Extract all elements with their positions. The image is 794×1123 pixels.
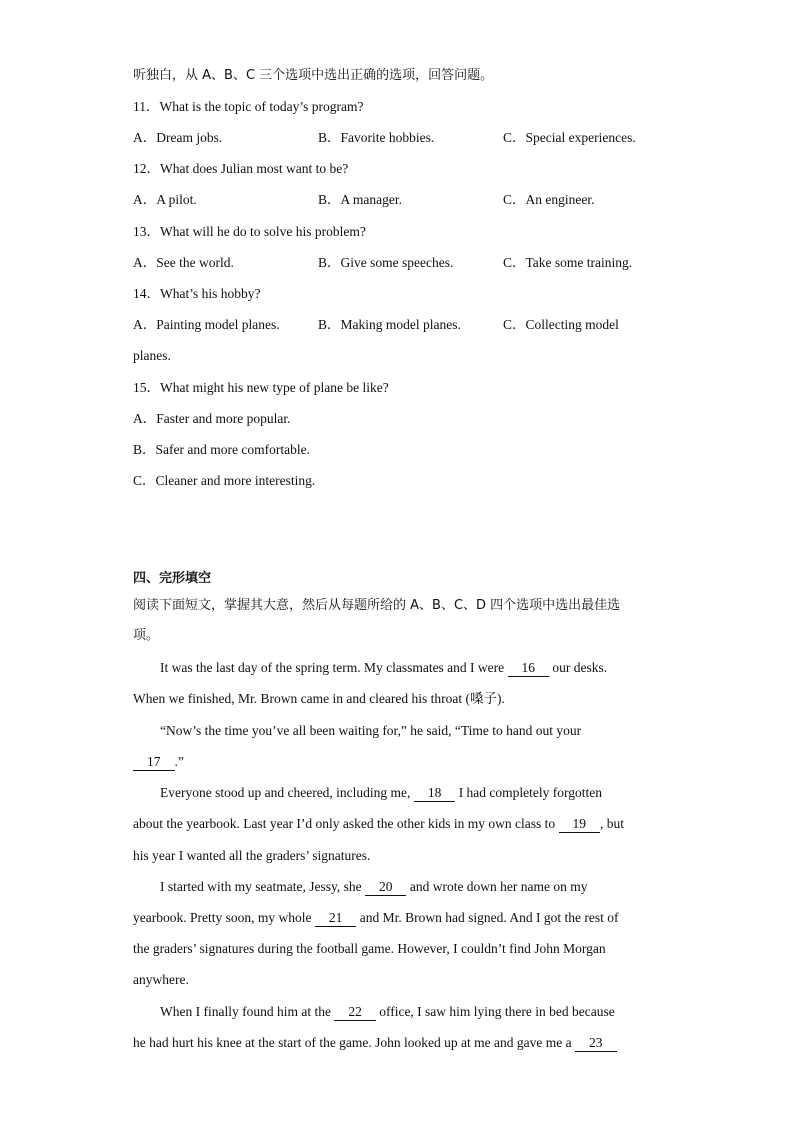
- cloze-line: When we finished, Mr. Brown came in and cleared his throat (嗓子).: [133, 691, 505, 706]
- cloze-line: It was the last day of the spring term. My classmates and I were 16 our desks.: [160, 660, 608, 675]
- cloze-line: Everyone stood up and cheered, including me, 18 I had completely forgotten: [160, 785, 603, 800]
- section-title: 四、完形填空: [133, 571, 212, 586]
- cloze-line: “Now’s the time you’ve all been waiting for,” he said, “Time to hand out your: [160, 723, 582, 738]
- cloze-line: When I finally found him at the 22 office, I saw him lying there in bed because: [160, 1004, 615, 1019]
- cloze-instruction-line-2: 项。: [133, 628, 160, 643]
- q14-option-a: A．Painting model planes.: [133, 317, 280, 332]
- q14-option-b: B．Making model planes.: [318, 317, 461, 332]
- question-12-stem: 12．What does Julian most want to be?: [133, 161, 349, 176]
- blank-21: 21: [315, 910, 357, 927]
- blank-22: 22: [334, 1004, 376, 1021]
- q14-option-c-wrap: planes.: [133, 348, 171, 363]
- blank-20: 20: [365, 879, 407, 896]
- blank-18: 18: [414, 785, 456, 802]
- cloze-line: 17 .”: [133, 752, 184, 772]
- q11-option-c: C．Special experiences.: [503, 130, 636, 145]
- q13-option-c: C．Take some training.: [503, 255, 633, 270]
- q12-option-b: B．A manager.: [318, 192, 402, 207]
- cloze-line: the graders’ signatures during the football game. However, I couldn’t find John Morgan: [133, 941, 606, 956]
- q15-option-a: A．Faster and more popular.: [133, 411, 291, 426]
- listening-instruction: 听独白，从 A、B、C 三个选项中选出正确的选项，回答问题。: [133, 68, 494, 83]
- q15-option-c: C．Cleaner and more interesting.: [133, 473, 316, 488]
- q15-option-b: B．Safer and more comfortable.: [133, 442, 310, 457]
- blank-23: 23: [575, 1035, 617, 1052]
- cloze-line: anywhere.: [133, 972, 189, 987]
- q11-option-b: B．Favorite hobbies.: [318, 130, 435, 145]
- q12-option-a: A．A pilot.: [133, 192, 197, 207]
- cloze-line: yearbook. Pretty soon, my whole 21 and Mr. Brown had signed. And I got the rest of: [133, 910, 619, 925]
- cloze-instruction-line-1: 阅读下面短文，掌握其大意，然后从每题所给的 A、B、C、D 四个选项中选出最佳选: [133, 598, 621, 613]
- q13-option-a: A．See the world.: [133, 255, 234, 270]
- cloze-line: I started with my seatmate, Jessy, she 20 and wrote down her name on my: [160, 879, 588, 894]
- question-11-stem: 11．What is the topic of today’s program?: [133, 99, 364, 114]
- q14-option-c: C．Collecting model: [503, 317, 619, 332]
- blank-17: 17: [133, 754, 175, 771]
- q13-option-b: B．Give some speeches.: [318, 255, 454, 270]
- blank-16: 16: [508, 660, 550, 677]
- question-13-stem: 13．What will he do to solve his problem?: [133, 224, 366, 239]
- cloze-line: about the yearbook. Last year I’d only asked the other kids in my own class to 19 , but: [133, 816, 625, 831]
- q12-option-c: C．An engineer.: [503, 192, 595, 207]
- cloze-line: he had hurt his knee at the start of the game. John looked up at me and gave me a 23: [133, 1033, 617, 1053]
- question-15-stem: 15．What might his new type of plane be like?: [133, 380, 389, 395]
- cloze-line: his year I wanted all the graders’ signatures.: [133, 848, 371, 863]
- blank-19: 19: [559, 816, 601, 833]
- question-14-stem: 14．What’s his hobby?: [133, 286, 261, 301]
- q11-option-a: A．Dream jobs.: [133, 130, 223, 145]
